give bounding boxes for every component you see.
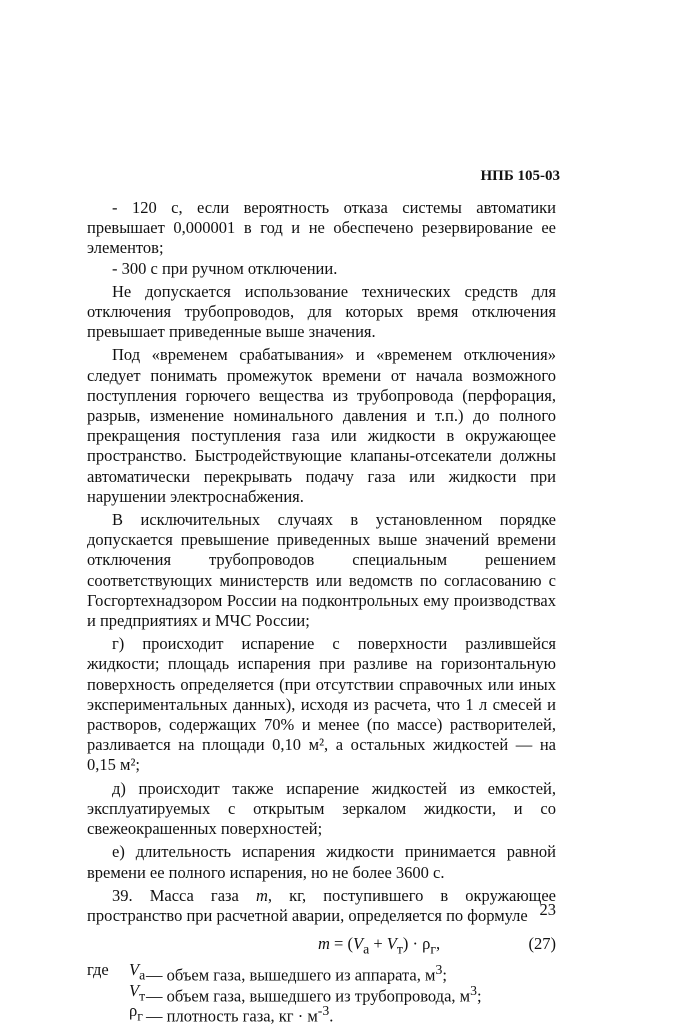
formula-vt: V — [386, 934, 397, 954]
formula-vt-sub: т — [396, 941, 403, 957]
formula-number: (27) — [528, 934, 556, 954]
definition-body: — объем газа, вышедшего из аппарата, м — [146, 965, 436, 985]
symbol-sub: т — [139, 987, 146, 1003]
definition-end: ; — [442, 965, 447, 985]
definition-sup: 3 — [470, 982, 477, 998]
paragraph: - 120 с, если вероятность отказа системы автоматики превышает 0,000001 в год и не обеспечено резервирование ее элементов; — [87, 198, 556, 258]
document-code: НПБ 105-03 — [480, 168, 560, 184]
paragraph: Не допускается использование технических средств для отключения трубопроводов, для которых время отключения превышает приведенные выше значения. — [87, 281, 556, 342]
formula-eq: = ( — [329, 934, 353, 954]
formula-plus: + — [369, 934, 387, 954]
definition-row — [87, 1001, 556, 1026]
paragraph-text: 39. Масса газа — [112, 885, 256, 905]
page-number: 23 — [539, 900, 556, 919]
definition-sup: 3 — [435, 962, 443, 978]
definition-row — [87, 980, 556, 1006]
definition-symbol — [129, 1001, 145, 1027]
definition-sup: -3 — [317, 1003, 330, 1019]
formula-expression — [318, 934, 440, 960]
definition-body: — объем газа, вышедшего из трубопровода, м — [146, 986, 471, 1006]
symbol-sub: а — [139, 967, 146, 983]
formula-m: m — [318, 934, 330, 954]
paragraph: - 300 с при ручном отключении. — [112, 258, 338, 278]
paragraph: г) происходит испарение с поверхности разлившейся жидкости; площадь испарения при разливе на горизонтальную поверхность определяется (при отсутствии справочных или иных экспериментальных данных), исходя из расчета, что 1 л смесей и растворов, содержащих 70% и менее (по массе) растворителей, разливается на площади 0,10 м², а остальных жидкостей — на 0,15 м²; — [87, 634, 556, 775]
formula-27 — [87, 932, 556, 958]
paragraph: д) происходит также испарение жидкостей из емкостей, эксплуатируемых с открытым зеркалом жидкости, и со свежеокрашенных поверхностей; — [87, 778, 556, 839]
definition-text — [146, 1001, 333, 1027]
paragraph: В исключительных случаях в установленном порядке допускается превышение приведенных выше значений времени отключения трубопроводов специальным решением соответствующих министерств или ведомств по согласованию с Госгортехнадзором России на подконтрольных ему производствах и предприятиях и МЧС России; — [87, 510, 556, 631]
symbol-letter: V — [129, 980, 140, 1000]
symbol-sub: г — [137, 1008, 143, 1024]
definition-end: ; — [476, 986, 482, 1006]
formula-va-sub: а — [363, 941, 370, 957]
formula-tail: , — [435, 934, 441, 954]
paragraph: Под «временем срабатывания» и «временем отключения» следует понимать промежуток времени от начала возможного поступления горючего вещества из трубопровода (перфорация, разрыв, изменение номинального давления и т.п.) до полного прекращения поступления газа или жидкости в окружающее пространство. Быстродействующие клапаны-отсекатели должны автоматически перекрывать подачу газа или жидкости при нарушении электроснабжения. — [87, 345, 556, 506]
formula-va: V — [352, 934, 364, 954]
paragraph — [87, 886, 556, 926]
paragraph-text: , кг, поступившего в окружающее пространство при расчетной аварии, определяется по формуле — [87, 885, 557, 925]
page-body — [87, 198, 557, 1026]
definitions-list — [87, 960, 556, 1026]
definition-row — [87, 960, 556, 985]
definition-end: . — [329, 1006, 334, 1026]
symbol-letter: V — [129, 960, 140, 980]
definition-label: где — [87, 960, 109, 980]
formula-rho-sub: г — [430, 941, 436, 957]
paragraph: е) длительность испарения жидкости принимается равной времени ее полного испарения, но не более 3600 с. — [87, 842, 556, 882]
definition-body: — плотность газа, кг · м — [146, 1006, 318, 1026]
variable-m: m — [255, 885, 268, 905]
symbol-letter: ρ — [129, 1001, 138, 1021]
formula-close: ) · ρ — [402, 934, 431, 954]
